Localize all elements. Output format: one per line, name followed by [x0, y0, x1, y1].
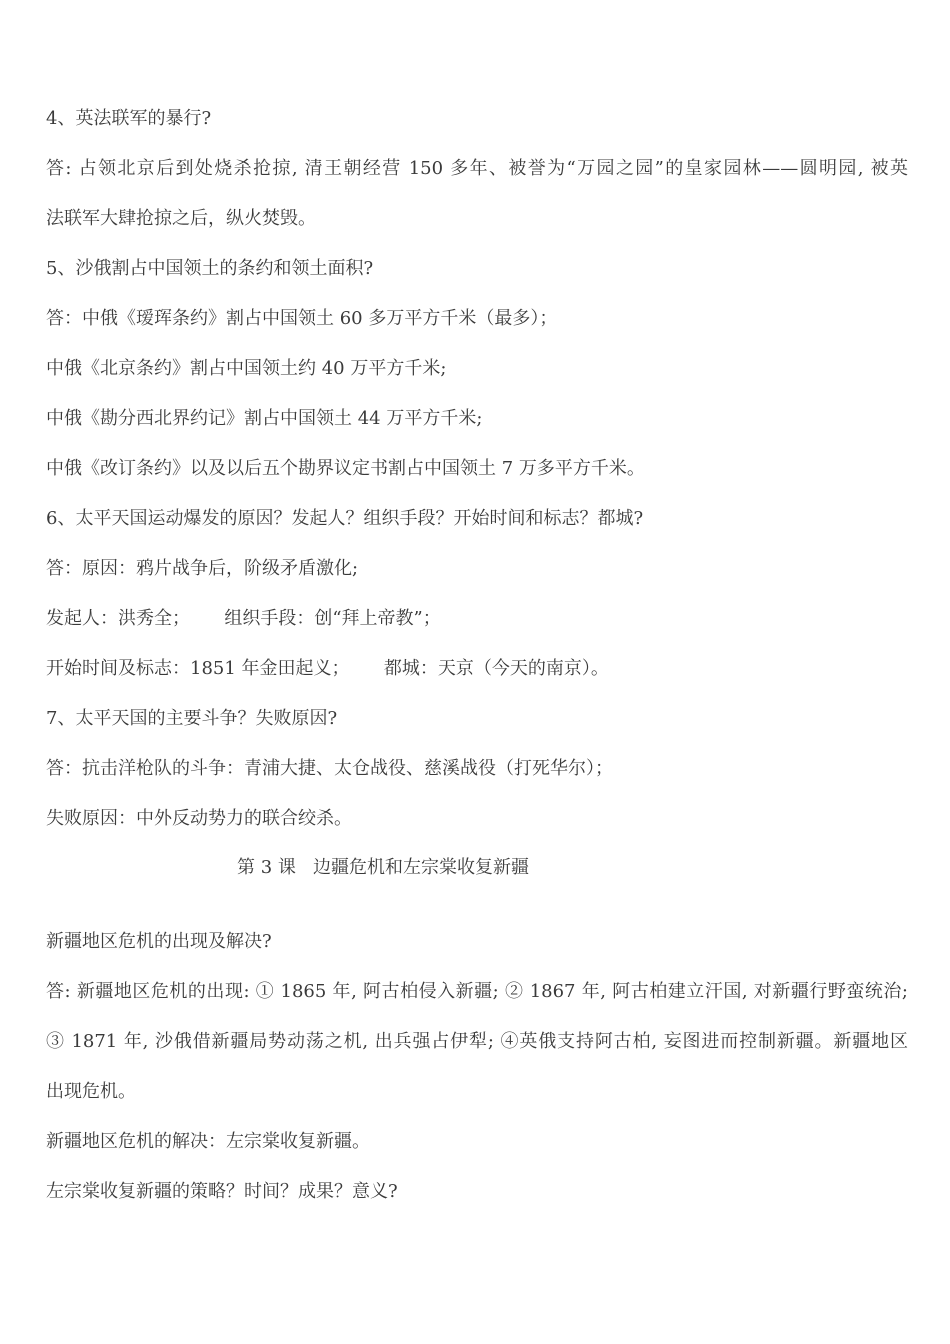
question-zuo-zongtang: 左宗棠收复新疆的策略？时间？成果？意义? [46, 1181, 398, 1202]
answer-5-line-2: 中俄《北京条约》割占中国领土约 40 万平方千米; [46, 358, 447, 379]
answer-4-line-1: 答: 占领北京后到处烧杀抢掠, 清王朝经营 150 多年、被誉为“万园之园”的皇家园林——圆明园, 被英 [46, 158, 908, 179]
question-4: 4、英法联军的暴行? [46, 108, 212, 129]
question-6: 6、太平天国运动爆发的原因？发起人？组织手段？开始时间和标志？都城? [46, 508, 644, 529]
answer-5-line-4: 中俄《改订条约》以及以后五个勘界议定书割占中国领土 7 万多平方千米。 [46, 458, 645, 479]
answer-xinjiang-line-1: 答: 新疆地区危机的出现: ① 1865 年, 阿古柏侵入新疆; ② 1867 年, 阿古柏建立汗国, 对新疆行野蛮统治; [46, 981, 908, 1002]
answer-6-line-1: 答：原因：鸦片战争后，阶级矛盾激化; [46, 558, 359, 579]
answer-xinjiang-line-3: 出现危机。 [46, 1081, 136, 1102]
question-7: 7、太平天国的主要斗争？失败原因? [46, 708, 338, 729]
answer-4-line-2: 法联军大肆抢掠之后，纵火焚毁。 [46, 208, 316, 229]
answer-5-line-1: 答：中俄《瑷珲条约》割占中国领土 60 多万平方千米（最多）； [46, 308, 558, 329]
answer-7-line-2: 失败原因：中外反动势力的联合绞杀。 [46, 808, 352, 829]
question-xinjiang: 新疆地区危机的出现及解决? [46, 931, 272, 952]
answer-6-line-2: 发起人：洪秀全； 组织手段：创“拜上帝教”； [46, 608, 441, 629]
answer-6-line-3: 开始时间及标志：1851 年金田起义； 都城：天京（今天的南京）。 [46, 658, 609, 679]
section-heading: 第 3 课 边疆危机和左宗棠收复新疆 [237, 857, 530, 878]
answer-5-line-3: 中俄《勘分西北界约记》割占中国领土 44 万平方千米; [46, 408, 483, 429]
answer-xinjiang-line-4: 新疆地区危机的解决：左宗棠收复新疆。 [46, 1131, 370, 1152]
question-5: 5、沙俄割占中国领土的条约和领土面积? [46, 258, 374, 279]
answer-7-line-1: 答：抗击洋枪队的斗争：青浦大捷、太仓战役、慈溪战役（打死华尔）； [46, 758, 613, 779]
answer-xinjiang-line-2: ③ 1871 年, 沙俄借新疆局势动荡之机, 出兵强占伊犁; ④英俄支持阿古柏, 妄图进而控制新疆。新疆地区 [46, 1031, 908, 1052]
